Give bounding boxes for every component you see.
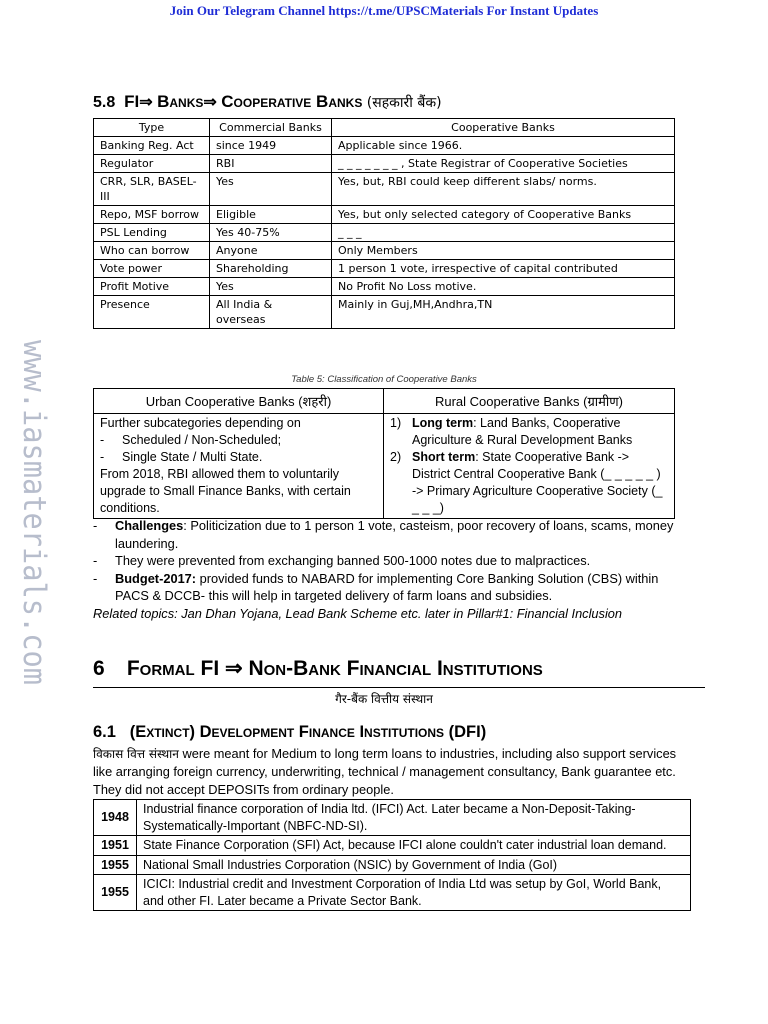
dash: - — [93, 570, 98, 586]
section-number: 5.8 — [93, 94, 116, 111]
arrow-icon: ⇒ — [139, 94, 153, 111]
dash: - — [93, 518, 98, 533]
commercial-cell: All India & overseas — [210, 296, 332, 329]
cooperative-cell: Mainly in Guj,MH,Andhra,TN — [332, 296, 675, 329]
commercial-cell: Yes — [210, 173, 332, 206]
telegram-banner[interactable]: Join Our Telegram Channel https://t.me/UPSCMaterials For Instant Updates — [169, 3, 599, 18]
urban-subitem-text: Single State / Multi State. — [122, 450, 263, 464]
table-row — [94, 224, 675, 242]
heading-hindi: (सहकारी बैंक) — [366, 95, 442, 111]
description-cell: State Finance Corporation (SFI) Act, because IFCI alone couldn't cater industrial loan demand. — [137, 836, 691, 856]
column-header: Cooperative Banks — [332, 119, 675, 137]
table-row — [94, 155, 675, 173]
column-header: Type — [94, 119, 210, 137]
cooperative-cell: No Profit No Loss motive. — [332, 278, 675, 296]
rural-item — [390, 449, 668, 517]
bullet-item — [93, 570, 683, 605]
heading-part: Non-Bank Financial Institutions — [248, 657, 543, 680]
commercial-vs-cooperative-table — [93, 118, 675, 329]
table-row — [94, 242, 675, 260]
urban-subitem — [100, 432, 377, 449]
cooperative-cell: _ _ _ _ _ _ _ , State Registrar of Cooperative Societies — [332, 155, 675, 173]
bullet-item — [93, 552, 683, 570]
urban-rural-table — [93, 388, 675, 519]
watermark-svg — [4, 340, 52, 714]
arrow-icon: ⇒ — [203, 94, 217, 111]
table-caption: Table 5: Classification of Cooperative Banks — [291, 374, 477, 385]
urban-subitem — [100, 449, 377, 466]
table-row — [94, 278, 675, 296]
bullet-bold: Challenges — [115, 518, 184, 533]
rural-cell — [384, 414, 675, 519]
cooperative-cell: Yes, but, RBI could keep different slabs/ norms. — [332, 173, 675, 206]
section-number: 6 — [93, 657, 105, 680]
heading-part: Cooperative Banks — [221, 92, 363, 111]
commercial-cell: RBI — [210, 155, 332, 173]
commercial-cell: since 1949 — [210, 137, 332, 155]
item-term: Long term — [412, 416, 474, 430]
urban-line: Further subcategories depending on — [100, 416, 301, 430]
urban-line: From 2018, RBI allowed them to voluntarily upgrade to Small Finance Banks, with certain conditions. — [100, 467, 351, 515]
dfi-paragraph — [93, 745, 683, 799]
table-row — [94, 260, 675, 278]
watermark — [4, 340, 52, 714]
table-header-row — [94, 119, 675, 137]
bullet-text: : Politicization due to 1 person 1 vote, casteism, poor recovery of loans, scams, money laundering. — [115, 518, 674, 551]
commercial-cell: Eligible — [210, 206, 332, 224]
table-row — [94, 414, 675, 519]
row-label: Presence — [94, 296, 210, 329]
dash: - — [100, 450, 105, 464]
row-label: Profit Motive — [94, 278, 210, 296]
row-label: Repo, MSF borrow — [94, 206, 210, 224]
section-title: (Extinct) Development Finance Institutions (DFI) — [129, 723, 487, 741]
bullet-item — [93, 517, 683, 552]
dash: - — [100, 433, 105, 447]
year-cell: 1951 — [94, 836, 137, 856]
bullet-bold: Budget-2017: — [115, 570, 197, 586]
section-6-1-heading — [93, 723, 486, 742]
description-cell: National Small Industries Corporation (NSIC) by Government of India (GoI) — [137, 855, 691, 875]
section-6-hindi: गैर-बैंक वित्तीय संस्थान — [335, 692, 433, 706]
arrow-icon: ⇒ — [225, 657, 243, 680]
para-hindi: विकास वित्त संस्थान — [93, 747, 179, 761]
row-label: Regulator — [94, 155, 210, 173]
table-row — [94, 855, 691, 875]
heading-part: Formal FI — [126, 657, 220, 680]
commercial-cell: Shareholding — [210, 260, 332, 278]
para-text: were meant for Medium to long term loans to industries, including also support services like arranging foreign currency, underwriting, technical / management consultancy, Bank guarantee etc. They did not accept DEPOSITs from ordinary people. — [93, 746, 677, 797]
year-cell: 1955 — [94, 855, 137, 875]
table-row — [94, 296, 675, 329]
table-header-row — [94, 389, 675, 414]
row-label: Who can borrow — [94, 242, 210, 260]
watermark-text: www.iasmaterials.com — [16, 340, 52, 714]
bullet-list — [93, 517, 683, 623]
cooperative-cell: Applicable since 1966. — [332, 137, 675, 155]
cooperative-cell: _ _ _ — [332, 224, 675, 242]
table-row — [94, 836, 691, 856]
description-cell: Industrial finance corporation of India ltd. (IFCI) Act. Later became a Non-Deposit-Taking-Systematically-Important (NBFC-ND-SI). — [137, 800, 691, 836]
column-header: Commercial Banks — [210, 119, 332, 137]
commercial-cell: Yes — [210, 278, 332, 296]
dfi-timeline-table — [93, 799, 691, 911]
year-cell: 1948 — [94, 800, 137, 836]
cooperative-cell: Yes, but only selected category of Cooperative Banks — [332, 206, 675, 224]
table-row — [94, 173, 675, 206]
cooperative-cell: 1 person 1 vote, irrespective of capital contributed — [332, 260, 675, 278]
heading-part: Banks — [157, 92, 204, 111]
item-term: Short term — [412, 450, 476, 464]
description-cell: ICICI: Industrial credit and Investment Corporation of India Ltd was setup by GoI, World Bank, and other FI. Later became a Private Sector Bank. — [137, 875, 691, 911]
row-label: PSL Lending — [94, 224, 210, 242]
bullet-text: They were prevented from exchanging banned 500-1000 notes due to malpractices. — [115, 553, 591, 568]
table-row — [94, 206, 675, 224]
section-number: 6.1 — [93, 723, 116, 741]
table-row — [94, 800, 691, 836]
section-5-8-heading — [93, 92, 442, 112]
commercial-cell: Yes 40-75% — [210, 224, 332, 242]
year-cell: 1955 — [94, 875, 137, 911]
table-row — [94, 137, 675, 155]
row-label: Banking Reg. Act — [94, 137, 210, 155]
row-label: Vote power — [94, 260, 210, 278]
section-6-heading — [93, 656, 543, 681]
item-number: 2) — [390, 450, 402, 464]
rural-header: Rural Cooperative Banks (ग्रामीण) — [384, 389, 675, 414]
rural-item — [390, 415, 668, 449]
cooperative-cell: Only Members — [332, 242, 675, 260]
related-topics: Related topics: Jan Dhan Yojana, Lead Bank Scheme etc. later in Pillar#1: Financial Inclusion — [93, 605, 623, 621]
urban-subitem-text: Scheduled / Non-Scheduled; — [122, 433, 282, 447]
urban-header: Urban Cooperative Banks (शहरी) — [94, 389, 384, 414]
row-label: CRR, SLR, BASEL-III — [94, 173, 210, 206]
urban-cell — [94, 414, 384, 519]
bullet-text: provided funds to NABARD for implementing Core Banking Solution (CBS) within PACS & DCCB- this will help in targeted delivery of farm loans and subsidies. — [115, 570, 659, 603]
dash: - — [93, 553, 98, 568]
heading-rule — [93, 687, 705, 688]
item-number: 1) — [390, 416, 402, 430]
item-text: : State Cooperative Bank -> District Central Cooperative Bank (_ _ _ _ _ ) -> Primary Agriculture Cooperative Society (_ _ _ _) — [412, 450, 663, 515]
table-row — [94, 875, 691, 911]
commercial-cell: Anyone — [210, 242, 332, 260]
item-text: : Land Banks, Cooperative Agriculture & Rural Development Banks — [412, 416, 633, 447]
heading-part: FI — [124, 92, 140, 111]
